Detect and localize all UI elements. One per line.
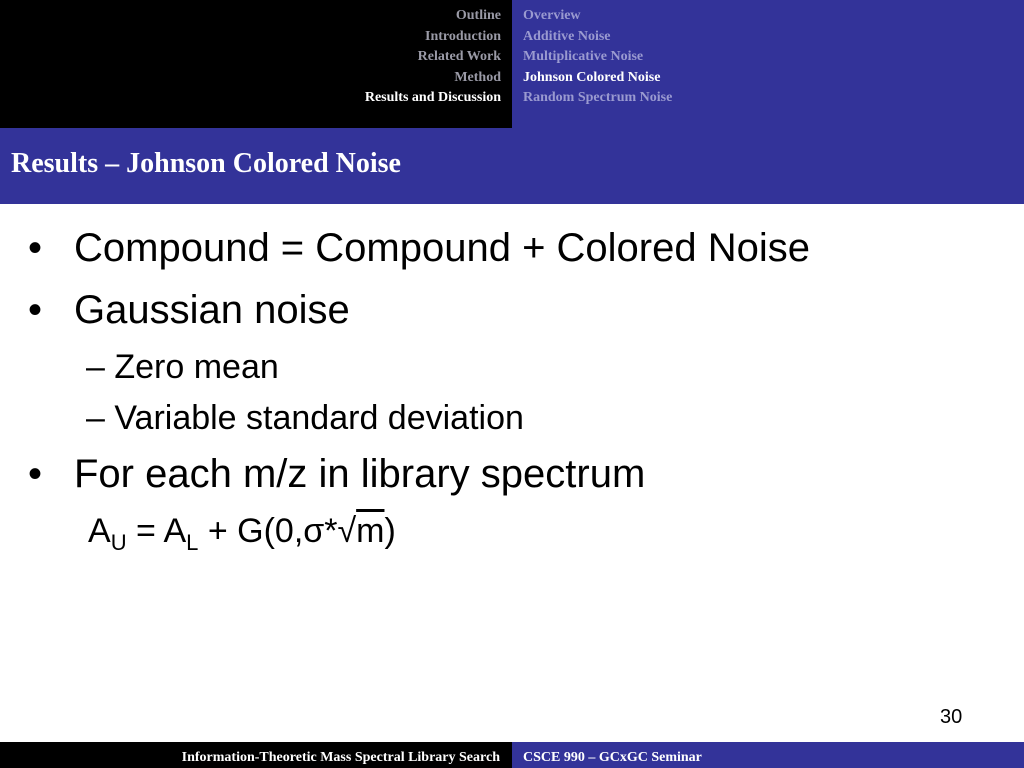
dash-marker: –: [86, 399, 105, 437]
bullet-item: [28, 226, 810, 271]
sub-bullet-item: [86, 399, 524, 438]
sub-bullet-item: [86, 348, 279, 387]
nav-subsection-johnson-colored-noise[interactable]: Johnson Colored Noise: [523, 69, 661, 85]
bullet-marker: •: [28, 452, 43, 496]
noise-formula: [88, 512, 396, 556]
nav-subsection-overview[interactable]: Overview: [523, 8, 581, 23]
footer-right: [512, 742, 1024, 768]
formula-equals: = A: [126, 512, 187, 550]
bullet-text: Compound = Compound + Colored Noise: [74, 226, 810, 270]
formula-a: A: [88, 512, 111, 550]
formula-close-paren: ): [384, 512, 396, 550]
bullet-item: [28, 452, 645, 497]
formula-gaussian: + G(0,σ*√: [198, 512, 357, 550]
bullet-item: [28, 288, 350, 333]
footer-talk-title: Information-Theoretic Mass Spectral Library Search: [181, 750, 500, 765]
nav-section-related-work[interactable]: Related Work: [417, 49, 501, 64]
nav-section-results-and-discussion[interactable]: Results and Discussion: [364, 90, 501, 105]
subsection-nav: [523, 6, 672, 109]
nav-subsection-multiplicative-noise[interactable]: Multiplicative Noise: [523, 49, 644, 64]
bullet-text: Gaussian noise: [74, 288, 350, 332]
sub-bullet-text: Zero mean: [114, 348, 279, 386]
nav-subsection-random-spectrum-noise[interactable]: Random Spectrum Noise: [523, 90, 673, 105]
page-number: 30: [940, 706, 963, 728]
bullet-marker: •: [28, 288, 43, 332]
header-right-panel: [512, 0, 1024, 128]
formula-subscript-u: U: [110, 530, 127, 555]
footer-left: [0, 742, 512, 768]
sub-bullet-text: Variable standard deviation: [114, 399, 524, 437]
footer-course-name: CSCE 990 – GCxGC Seminar: [523, 750, 702, 765]
header-left-panel: [0, 0, 512, 128]
slide-title: Results – Johnson Colored Noise: [11, 148, 401, 179]
nav-section-introduction[interactable]: Introduction: [425, 28, 501, 44]
formula-subscript-l: L: [186, 530, 199, 555]
nav-section-method[interactable]: Method: [454, 69, 501, 85]
formula-m: m: [356, 512, 385, 550]
nav-section-outline[interactable]: Outline: [455, 8, 501, 23]
nav-subsection-additive-noise[interactable]: Additive Noise: [523, 28, 611, 44]
bullet-text: For each m/z in library spectrum: [74, 452, 646, 496]
dash-marker: –: [86, 348, 105, 386]
section-nav: [365, 6, 501, 109]
bullet-marker: •: [28, 226, 43, 270]
